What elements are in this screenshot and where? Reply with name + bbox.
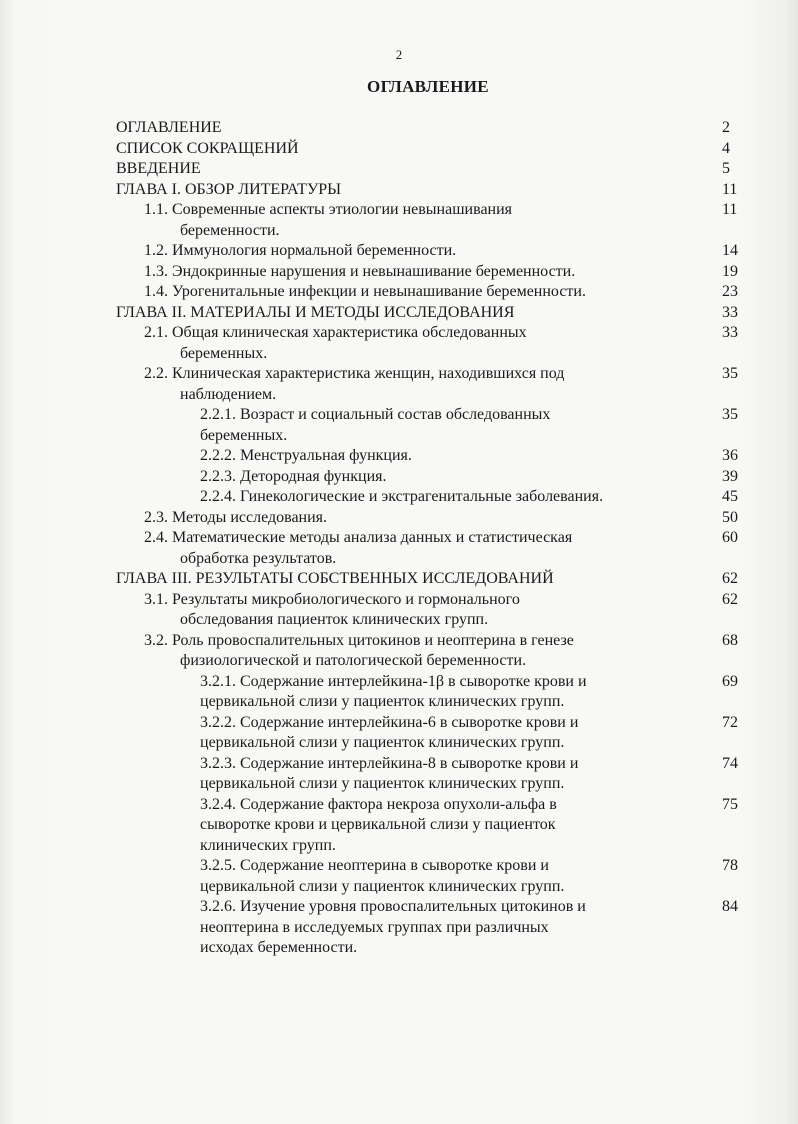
toc-entry[interactable] bbox=[0, 508, 798, 529]
toc-entry-text-line: ГЛАВА III. РЕЗУЛЬТАТЫ СОБСТВЕННЫХ ИССЛЕДОВАНИЙ bbox=[116, 570, 554, 587]
toc-entry[interactable] bbox=[0, 118, 798, 139]
toc-entry-text-line: 1.3. Эндокринные нарушения и невынашивание беременности. bbox=[144, 262, 576, 280]
toc-page-number: 36 bbox=[722, 447, 738, 464]
toc-entry-text-line: 2.1. Общая клиническая характеристика обследованных bbox=[144, 324, 527, 341]
toc-entry[interactable] bbox=[0, 795, 798, 857]
toc-entry[interactable] bbox=[0, 590, 798, 631]
toc-entry-text-line: ВВЕДЕНИЕ bbox=[116, 160, 201, 177]
toc-page-number: 11 bbox=[722, 180, 738, 198]
toc-entry[interactable] bbox=[0, 446, 798, 467]
toc-page-number: 74 bbox=[722, 754, 738, 772]
toc-page-number: 2 bbox=[722, 119, 730, 136]
toc-page-number: 84 bbox=[722, 898, 738, 915]
toc-entry-text-line: 3.2.6. Изучение уровня провоспалительных цитокинов и bbox=[200, 898, 586, 915]
toc-entry-text-line: 3.2. Роль провоспалительных цитокинов и неоптерина в генезе bbox=[144, 631, 574, 649]
toc-entry-text-line: 3.2.3. Содержание интерлейкина-8 в сыворотке крови и bbox=[200, 754, 579, 772]
toc-entry[interactable] bbox=[0, 364, 798, 405]
toc-page-number: 62 bbox=[722, 590, 738, 608]
toc-page-number: 19 bbox=[722, 262, 738, 280]
toc-page-number: 72 bbox=[722, 713, 738, 731]
toc-entry[interactable] bbox=[0, 262, 798, 283]
toc-page-number: 5 bbox=[722, 160, 730, 177]
toc-entry[interactable] bbox=[0, 487, 798, 508]
toc-entry-text-line: обследования пациенток клинических групп. bbox=[180, 611, 489, 628]
toc-entry-text-line: 3.2.1. Содержание интерлейкина-1β в сыворотке крови и bbox=[200, 672, 587, 690]
toc-entry-text-line: 3.2.4. Содержание фактора некроза опухоли-альфа в bbox=[200, 795, 557, 813]
toc-entry-text-line: 3.2.5. Содержание неоптерина в сыворотке крови и bbox=[200, 857, 549, 874]
toc-entry-text-line: наблюдением. bbox=[180, 385, 277, 403]
toc-entry-text-line: клинических групп. bbox=[200, 836, 336, 854]
toc-page-number: 33 bbox=[722, 303, 738, 321]
toc-entry[interactable] bbox=[0, 323, 798, 364]
toc-page-number: 23 bbox=[722, 283, 738, 300]
toc-entry[interactable] bbox=[0, 713, 798, 754]
toc-entry-text-line: 1.2. Иммунология нормальной беременности. bbox=[144, 242, 457, 259]
toc-entry[interactable] bbox=[0, 672, 798, 713]
toc-page-number: 45 bbox=[722, 488, 738, 505]
toc-page-number: 62 bbox=[722, 570, 738, 587]
toc-entry[interactable] bbox=[0, 159, 798, 180]
toc-entry-text-line: 1.4. Урогенитальные инфекции и невынашивание беременности. bbox=[144, 283, 586, 300]
toc-entry[interactable] bbox=[0, 405, 798, 446]
toc-entry-text-line: цервикальной слизи у пациенток клинических групп. bbox=[200, 693, 565, 710]
toc-entry-text-line: ГЛАВА II. МАТЕРИАЛЫ И МЕТОДЫ ИССЛЕДОВАНИЯ bbox=[116, 303, 515, 321]
toc-entry-text-line: цервикальной слизи у пациенток клинических групп. bbox=[200, 775, 565, 792]
toc-entry-text-line: цервикальной слизи у пациенток клинических групп. bbox=[200, 734, 565, 751]
toc-page-number: 75 bbox=[722, 795, 738, 813]
toc-entry[interactable] bbox=[0, 467, 798, 488]
toc-entry-text-line: ГЛАВА I. ОБЗОР ЛИТЕРАТУРЫ bbox=[116, 180, 342, 198]
page-title: ОГЛАВЛЕНИЕ bbox=[367, 77, 489, 96]
toc-entry-text-line: 2.2.4. Гинекологические и экстрагенитальные заболевания. bbox=[200, 488, 604, 505]
toc-page-number: 11 bbox=[722, 201, 738, 218]
toc-entry[interactable] bbox=[0, 180, 798, 201]
toc-entry[interactable] bbox=[0, 569, 798, 590]
toc-entry[interactable] bbox=[0, 631, 798, 672]
toc-entry-text-line: 2.3. Методы исследования. bbox=[144, 508, 328, 526]
toc-entry[interactable] bbox=[0, 139, 798, 160]
page-number: 2 bbox=[395, 47, 403, 62]
toc-entry-text-line: 1.1. Современные аспекты этиологии невынашивания bbox=[144, 201, 513, 218]
toc-page-number: 78 bbox=[722, 857, 738, 874]
toc-entry[interactable] bbox=[0, 856, 798, 897]
toc-page-number: 35 bbox=[722, 365, 738, 382]
toc-page-number: 14 bbox=[722, 242, 738, 259]
toc-entry-text-line: сыворотке крови и цервикальной слизи у пациенток bbox=[200, 816, 556, 833]
toc-page-number: 50 bbox=[722, 508, 738, 526]
toc-page-number: 35 bbox=[722, 406, 738, 423]
toc-page-number: 4 bbox=[722, 139, 730, 157]
toc-page-number: 60 bbox=[722, 529, 738, 546]
toc-entry[interactable] bbox=[0, 282, 798, 303]
toc-entry[interactable] bbox=[0, 528, 798, 569]
toc-entry-text-line: обработка результатов. bbox=[180, 549, 337, 567]
toc-entry[interactable] bbox=[0, 897, 798, 959]
toc-page-number: 33 bbox=[722, 324, 738, 341]
toc-entry[interactable] bbox=[0, 200, 798, 241]
toc-entry-text-line: 2.4. Математические методы анализа данных и статистическая bbox=[144, 529, 573, 546]
toc-entry-text-line: СПИСОК СОКРАЩЕНИЙ bbox=[116, 139, 299, 157]
toc-entry-text-line: 2.2. Клиническая характеристика женщин, находившихся под bbox=[144, 365, 565, 382]
toc-entry-text-line: беременных. bbox=[180, 344, 268, 362]
toc-entry[interactable] bbox=[0, 303, 798, 324]
toc-entry-text-line: беременных. bbox=[200, 426, 288, 444]
toc-entry-text-line: цервикальной слизи у пациенток клинических групп. bbox=[200, 877, 565, 895]
toc-page-number: 39 bbox=[722, 467, 738, 485]
toc-entry-text-line: беременности. bbox=[180, 221, 280, 239]
toc-entry-text-line: 2.2.3. Детородная функция. bbox=[200, 467, 387, 485]
toc-entry[interactable] bbox=[0, 241, 798, 262]
toc-entry-text-line: ОГЛАВЛЕНИЕ bbox=[116, 119, 222, 136]
toc-entry-text-line: 3.2.2. Содержание интерлейкина-6 в сыворотке крови и bbox=[200, 713, 579, 731]
toc-page-number: 68 bbox=[722, 631, 738, 649]
toc-entry-text-line: 2.2.2. Менструальная функция. bbox=[200, 447, 412, 464]
toc-entry-text-line: 3.1. Результаты микробиологического и гормонального bbox=[144, 590, 520, 608]
toc-page-number: 69 bbox=[722, 672, 738, 690]
toc-entry-text-line: исходах беременности. bbox=[200, 939, 358, 956]
toc-entry-text-line: 2.2.1. Возраст и социальный состав обследованных bbox=[200, 406, 551, 423]
toc-entry-text-line: физиологической и патологической беременности. bbox=[180, 652, 527, 669]
toc-entry-text-line: неоптерина в исследуемых группах при различных bbox=[200, 918, 549, 936]
toc-entry[interactable] bbox=[0, 754, 798, 795]
